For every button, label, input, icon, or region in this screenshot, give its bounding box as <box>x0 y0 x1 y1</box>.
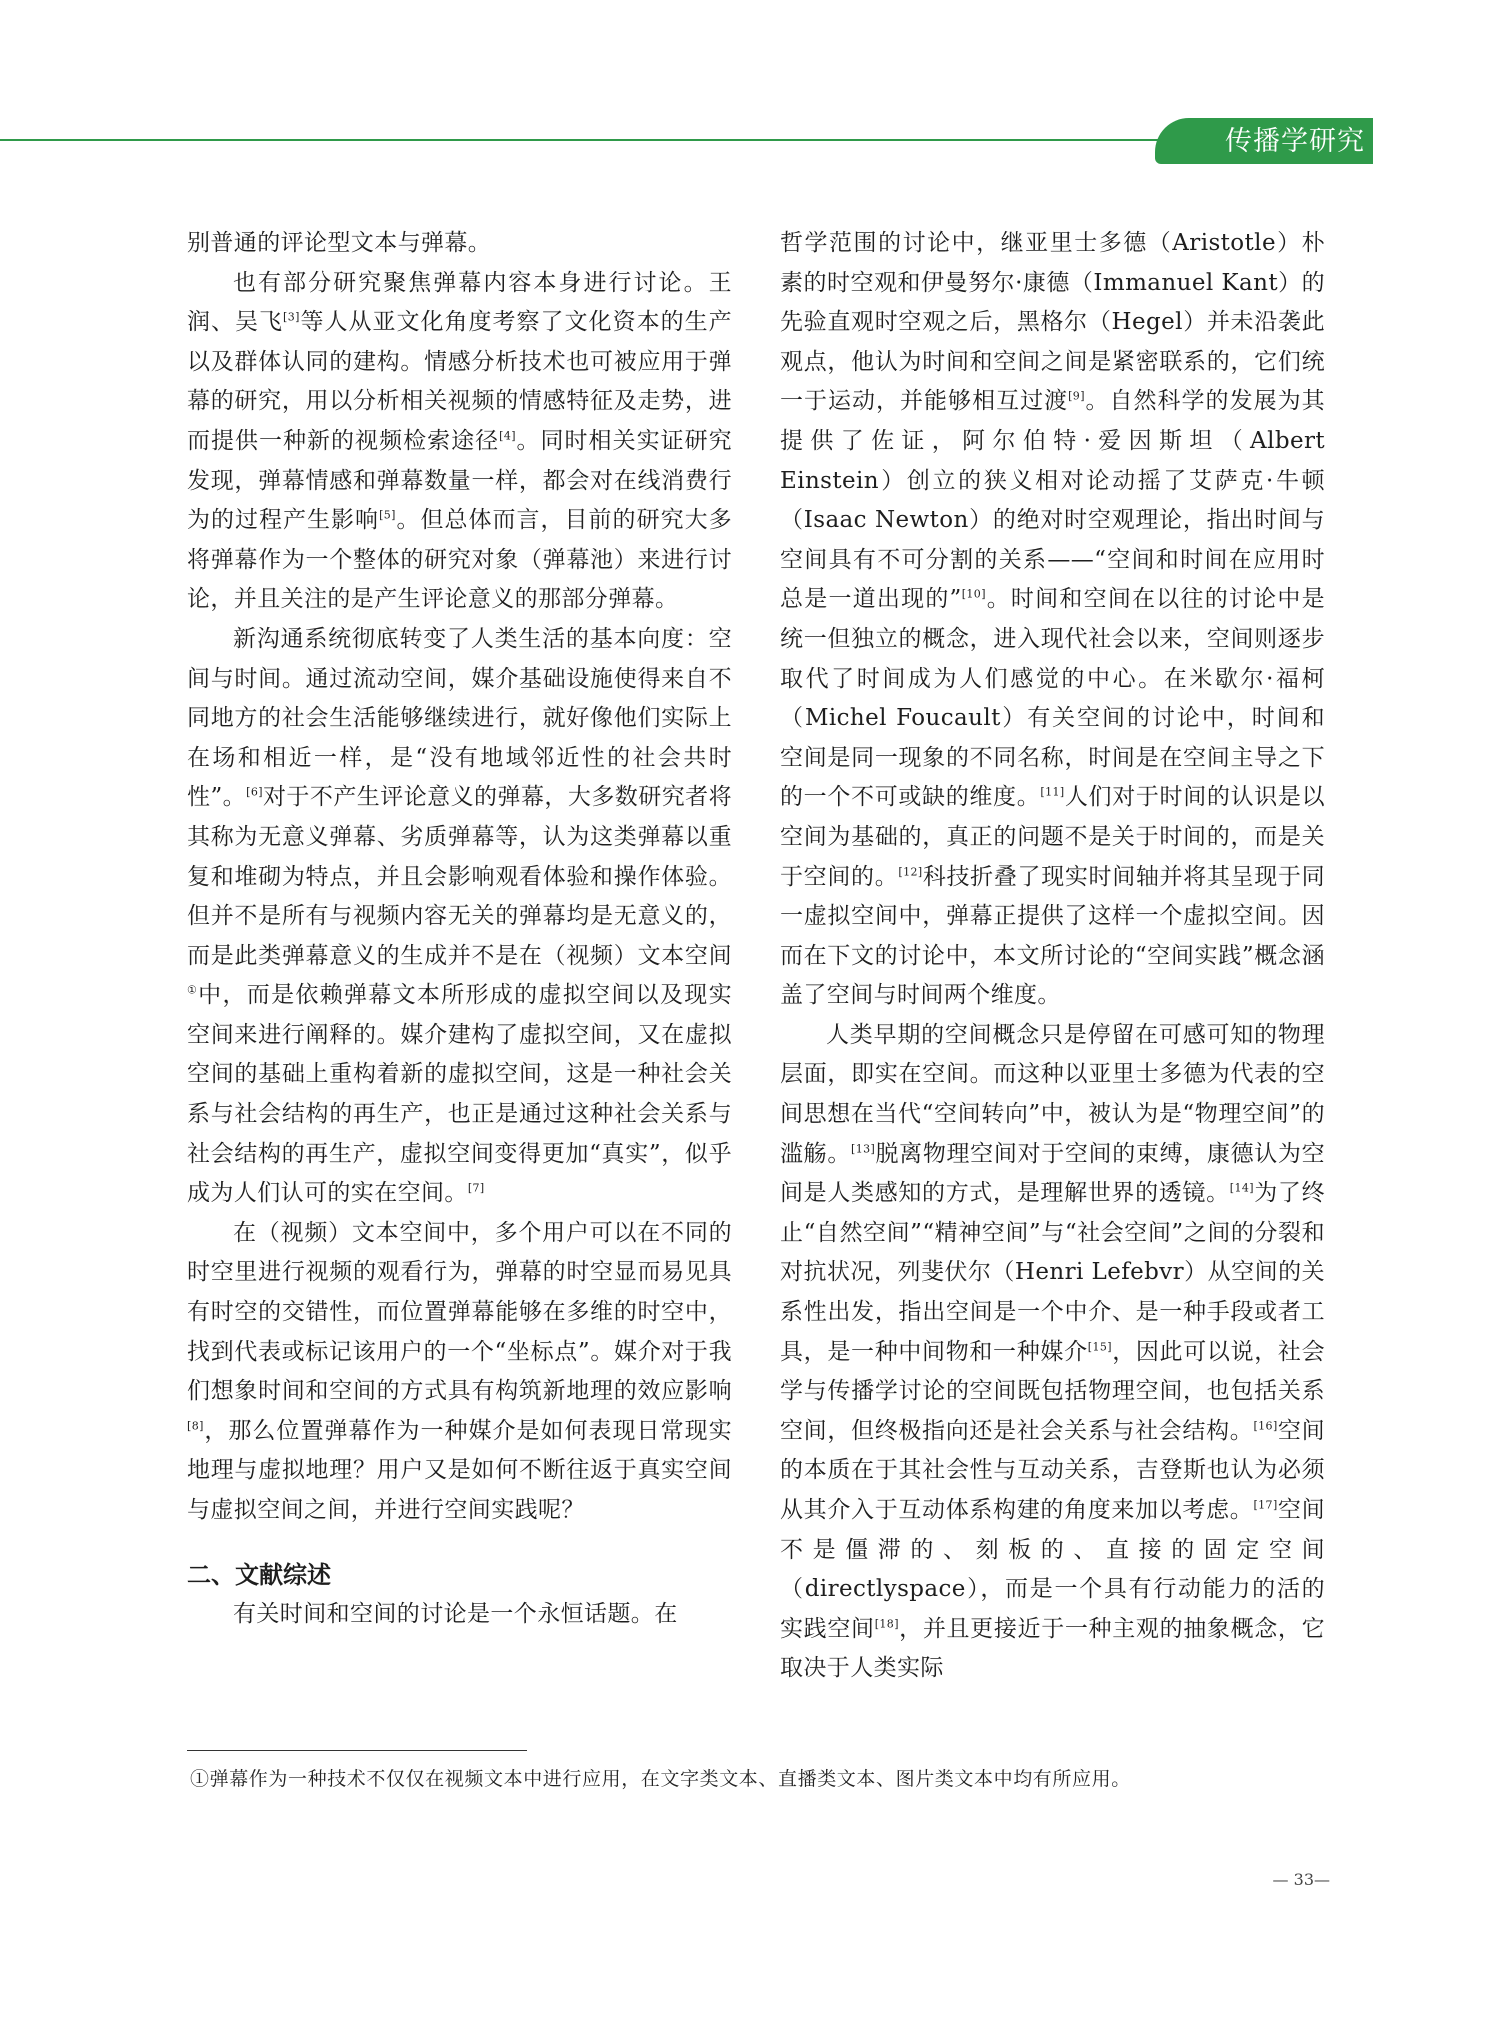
citation-7: [7] <box>467 1181 485 1195</box>
page-number: — 33— <box>1272 1870 1330 1889</box>
right-column <box>780 224 1325 1689</box>
citation-15: [15] <box>1087 1339 1112 1353</box>
paragraph-continuation: 哲学范围的讨论中，继亚里士多德（Aristotle）朴素的时空观和伊曼努尔·康德（Immanuel Kant）的先验直观时空观之后，黑格尔（Hegel）并未沿袭此观点，他认为时间和空间之间是紧密联系的，它们统一于运动，并能够相互过渡[9]。自然科学的发展为其提供了佐证，阿尔伯特·爱因斯坦（Albert Einstein）创立的狭义相对论动摇了艾萨克·牛顿（Isaac Newton）的绝对时空观理论，指出时间与空间具有不可分割的关系——“空间和时间在应用时总是一道出现的”[10]。时间和空间在以往的讨论中是统一但独立的概念，进入现代社会以来，空间则逐步取代了时间成为人们感觉的中心。在米歇尔·福柯（Michel Foucault）有关空间的讨论中，时间和空间是同一现象的不同名称，时间是在空间主导之下的一个不可或缺的维度。[11]人们对于时间的认识是以空间为基础的，真正的问题不是关于时间的，而是关于空间的。[12]科技折叠了现实时间轴并将其呈现于同一虚拟空间中，弹幕正提供了这样一个虚拟空间。因而在下文的讨论中，本文所讨论的“空间实践”概念涵盖了空间与时间两个维度。 <box>780 230 1325 1009</box>
footnote-rule <box>187 1750 527 1751</box>
paragraph-4: 在（视频）文本空间中，多个用户可以在不同的时空里进行视频的观看行为，弹幕的时空显而易见具有时空的交错性，而位置弹幕能够在多维的时空中，找到代表或标记该用户的一个“坐标点”。媒介对于我们想象时间和空间的方式具有构筑新地理的效应影响[8]，那么位置弹幕作为一种媒介是如何表现日常现实地理与虚拟地理？用户又是如何不断往返于真实空间与虚拟空间之间，并进行空间实践呢？ <box>187 1219 732 1523</box>
header-rule <box>0 139 1170 141</box>
left-column <box>187 224 732 1634</box>
paragraph-6: 人类早期的空间概念只是停留在可感可知的物理层面，即实在空间。而这种以亚里士多德为代表的空间思想在当代“空间转向”中，被认为是“物理空间”的滥觞。[13]脱离物理空间对于空间的束缚，康德认为空间是人类感知的方式，是理解世界的透镜。[14]为了终止“自然空间”“精神空间”与“社会空间”之间的分裂和对抗状况，列斐伏尔（Henri Lefebvr）从空间的关系性出发，指出空间是一个中介、是一种手段或者工具，是一种中间物和一种媒介[15]，因此可以说，社会学与传播学讨论的空间既包括物理空间，也包括关系空间，但终极指向还是社会关系与社会结构。[16]空间的本质在于其社会性与互动关系，吉登斯也认为必须从其介入于互动体系构建的角度来加以考虑。[17]空间不是僵滞的、刻板的、直接的固定空间（directlyspace），而是一个具有行动能力的活的实践空间[18]，并且更接近于一种主观的抽象概念，它取决于人类实际 <box>780 1021 1326 1682</box>
citation-4: [4] <box>499 429 516 443</box>
citation-16: [16] <box>1253 1419 1278 1433</box>
citation-17: [17] <box>1253 1498 1278 1512</box>
section-heading: 二、文献综述 <box>187 1560 331 1589</box>
citation-3: [3] <box>283 310 300 324</box>
paragraph-2: 也有部分研究聚焦弹幕内容本身进行讨论。王润、吴飞[3]等人从亚文化角度考察了文化资本的生产以及群体认同的建构。情感分析技术也可被应用于弹幕的研究，用以分析相关视频的情感特征及走势，进而提供一种新的视频检索途径[4]。同时相关实证研究发现，弹幕情感和弹幕数量一样，都会对在线消费行为的过程产生影响[5]。但总体而言，目前的研究大多将弹幕作为一个整体的研究对象（弹幕池）来进行讨论，并且关注的是产生评论意义的那部分弹幕。 <box>187 269 732 613</box>
citation-9: [9] <box>1068 389 1085 403</box>
citation-13: [13] <box>851 1142 876 1155</box>
citation-8: [8] <box>187 1419 204 1433</box>
citation-12: [12] <box>898 864 923 878</box>
footnote-marker: ① <box>187 983 199 997</box>
footnote: ①弹幕作为一种技术不仅仅在视频文本中进行应用，在文字类文本、直播类文本、图片类文本中均有所应用。 <box>190 1768 1131 1790</box>
citation-18: [18] <box>874 1617 899 1631</box>
citation-5: [5] <box>379 508 396 522</box>
citation-11: [11] <box>1040 785 1065 799</box>
paragraph-continuation: 别普通的评论型文本与弹幕。 <box>187 230 492 256</box>
citation-14: [14] <box>1229 1181 1254 1195</box>
section-title: 传播学研究 <box>1225 126 1365 157</box>
paragraph-3: 新沟通系统彻底转变了人类生活的基本向度：空间与时间。通过流动空间，媒介基础设施使得来自不同地方的社会生活能够继续进行，就好像他们实际上在场和相近一样，是“没有地域邻近性的社会共时性”。[6]对于不产生评论意义的弹幕，大多数研究者将其称为无意义弹幕、劣质弹幕等，认为这类弹幕以重复和堆砌为特点，并且会影响观看体验和操作体验。但并不是所有与视频内容无关的弹幕均是无意义的，而是此类弹幕意义的生成并不是在（视频）文本空间①中，而是依赖弹幕文本所形成的虚拟空间以及现实空间来进行阐释的。媒介建构了虚拟空间，又在虚拟空间的基础上重构着新的虚拟空间，这是一种社会关系与社会结构的再生产，也正是通过这种社会关系与社会结构的再生产，虚拟空间变得更加“真实”，似乎成为人们认可的实在空间。[7] <box>187 625 732 1207</box>
citation-10: [10] <box>961 587 986 601</box>
paragraph-5: 有关时间和空间的讨论是一个永恒话题。在 <box>233 1600 678 1627</box>
citation-6: [6] <box>246 785 263 799</box>
